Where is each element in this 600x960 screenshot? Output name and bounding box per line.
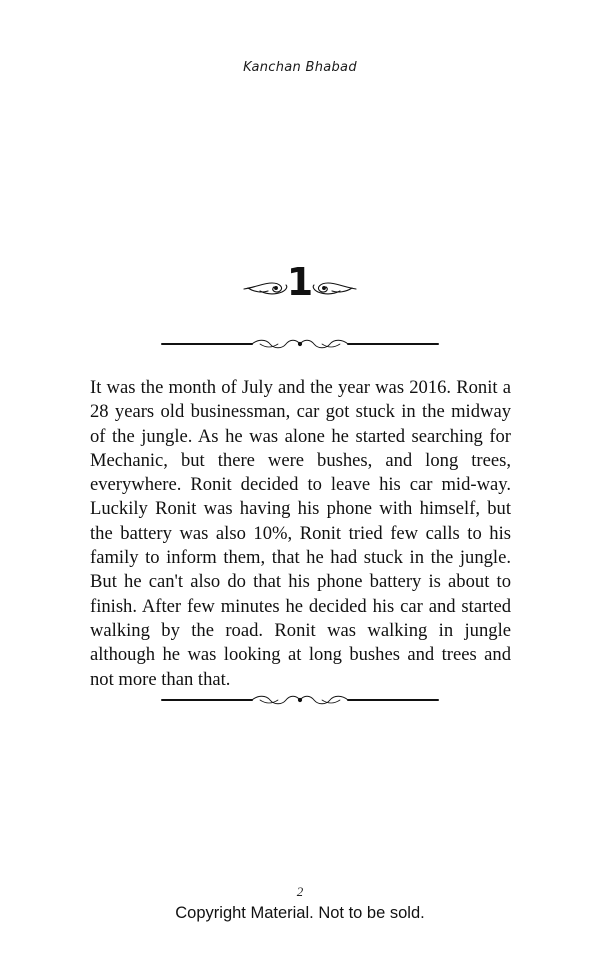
running-header-author: Kanchan Bhabad [243, 60, 357, 75]
copyright-notice: Copyright Material. Not to be sold. [175, 904, 425, 922]
bottom-ornamental-divider [160, 692, 440, 708]
chapter-heading [200, 254, 400, 310]
page-number: 2 [296, 884, 304, 899]
chapter-number: 1 [286, 260, 314, 304]
chapter-body-paragraph: It was the month of July and the year was 2016. Ronit a 28 years old businessman, car got stuck in the midway of the jungle. As he was alone he started searching for Mechanic, but there were bushes, and long trees, everywhere. Ronit decided to leave his car mid-way. Luckily Ronit was having his phone with himself, but the battery was also 10%, Ronit tried few calls to his family to inform them, that he had stuck in the jungle. But he can't also do that his phone battery is about to finish. After few minutes he decided his car and started walking by the road. Ronit was walking in jungle although he was looking at long bushes and trees and not more than that. [90, 377, 511, 690]
top-ornamental-divider [160, 336, 440, 352]
